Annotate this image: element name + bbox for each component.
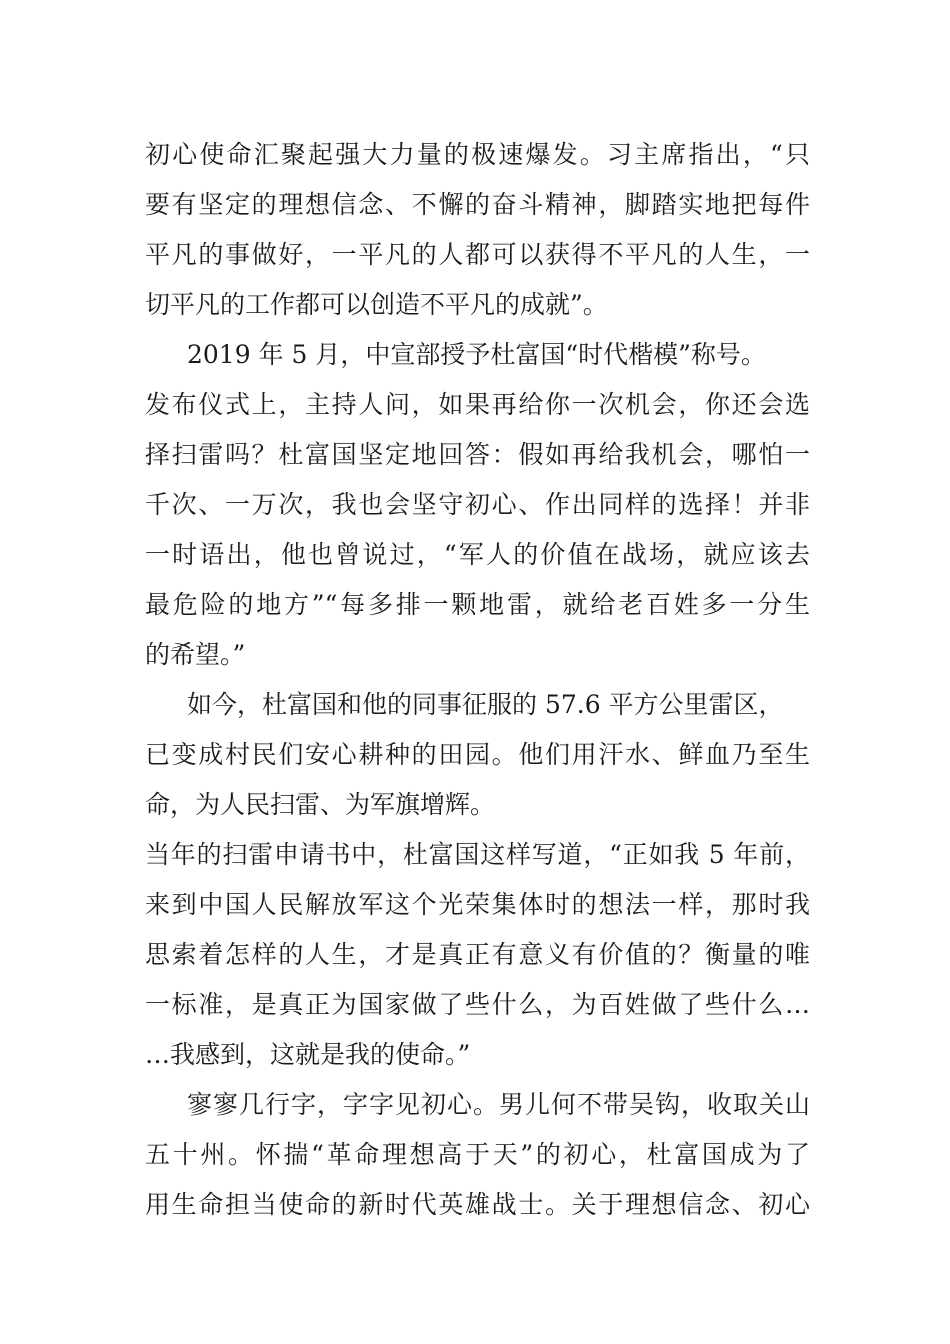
text-line: 思索着怎样的人生，才是真正有意义有价值的？衡量的唯 [145, 940, 810, 969]
text-line: 择扫雷吗？杜富国坚定地回答：假如再给我机会，哪怕一 [145, 440, 810, 469]
text-line: 命，为人民扫雷、为军旗增辉。 [145, 790, 496, 819]
paragraph-1 [145, 130, 810, 330]
text-line: 初心使命汇聚起强大力量的极速爆发。习主席指出，“只 [145, 140, 810, 169]
body-text [145, 130, 810, 1230]
text-line: 如今，杜富国和他的同事征服的 57.6 平方公里雷区， [187, 690, 784, 719]
text-line: 五十州。怀揣“革命理想高于天”的初心，杜富国成为了 [145, 1140, 810, 1169]
text-line: 已变成村民们安心耕种的田园。他们用汗水、鲜血乃至生 [145, 740, 810, 769]
text-line: 来到中国人民解放军这个光荣集体时的想法一样，那时我 [145, 890, 810, 919]
text-line: 一时语出，他也曾说过，“军人的价值在战场，就应该去 [145, 540, 810, 569]
text-line: 最危险的地方”“每多排一颗地雷，就给老百姓多一分生 [145, 590, 810, 619]
text-line: 要有坚定的理想信念、不懈的奋斗精神，脚踏实地把每件 [145, 190, 810, 219]
text-line: 切平凡的工作都可以创造不平凡的成就”。 [145, 290, 608, 319]
text-line: 用生命担当使命的新时代英雄战士。关于理想信念、初心 [145, 1190, 810, 1219]
text-line: 当年的扫雷申请书中，杜富国这样写道，“正如我 5 年前， [145, 840, 810, 869]
text-line: 平凡的事做好，一平凡的人都可以获得不平凡的人生，一 [145, 240, 810, 269]
text-line: 千次、一万次，我也会坚守初心、作出同样的选择！并非 [145, 490, 810, 519]
paragraph-3 [145, 680, 810, 830]
text-line: 发布仪式上，主持人问，如果再给你一次机会，你还会选 [145, 390, 810, 419]
text-line: …我感到，这就是我的使命。” [145, 1040, 471, 1069]
paragraph-4 [145, 830, 810, 1080]
text-line: 寥寥几行字，字字见初心。男儿何不带吴钩，收取关山 [187, 1090, 810, 1119]
text-line: 2019 年 5 月，中宣部授予杜富国“时代楷模”称号。 [187, 340, 766, 369]
text-line: 的希望。” [145, 640, 246, 669]
paragraph-5 [145, 1080, 810, 1230]
paragraph-2 [145, 330, 810, 680]
text-line: 一标准，是真正为国家做了些什么，为百姓做了些什么… [145, 990, 810, 1019]
